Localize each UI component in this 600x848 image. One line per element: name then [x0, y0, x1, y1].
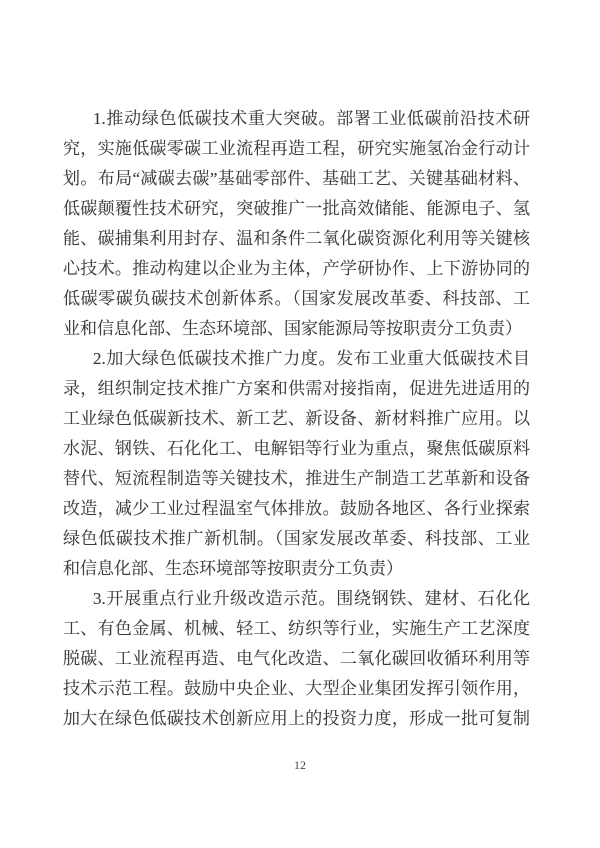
paragraph-3-line-2: 工、有色金属、机械、轻工、纺织等行业，实施生产工艺深度: [63, 619, 530, 638]
paragraph-3-line-3: 脱碳、工业流程再造、电气化改造、二氧化碳回收循环利用等: [63, 649, 530, 668]
paragraph-2-line-5: 替代、短流程制造等关键技术，推进生产制造工艺革新和设备: [63, 469, 530, 488]
paragraph-1-line-6: 心技术。推动构建以企业为主体，产学研协作、上下游协同的: [63, 259, 530, 278]
paragraph-3-line-4: 技术示范工程。鼓励中央企业、大型企业集团发挥引领作用，: [63, 679, 530, 698]
paragraph-2-line-7: 绿色低碳技术推广新机制。（国家发展改革委、科技部、工业: [63, 529, 530, 548]
document-body: [63, 104, 530, 734]
paragraph-3-line-5: 加大在绿色低碳技术创新应用上的投资力度，形成一批可复制: [63, 709, 530, 728]
page-number: 12: [294, 758, 306, 772]
paragraph-2-line-3: 工业绿色低碳新技术、新工艺、新设备、新材料推广应用。以: [63, 409, 530, 428]
paragraph-1-line-8: 业和信息化部、生态环境部、国家能源局等按职责分工负责）: [63, 319, 522, 338]
paragraph-2-line-6: 改造，减少工业过程温室气体排放。鼓励各地区、各行业探索: [63, 499, 530, 518]
paragraph-2-line-1: 2.加大绿色低碳技术推广力度。发布工业重大低碳技术目: [93, 349, 530, 368]
paragraph-1-line-5: 能、碳捕集利用封存、温和条件二氧化碳资源化利用等关键核: [63, 229, 530, 248]
paragraph-1-line-4: 低碳颠覆性技术研究，突破推广一批高效储能、能源电子、氢: [63, 199, 530, 218]
paragraph-1-line-3: 划。布局“减碳去碳”基础零部件、基础工艺、关键基础材料、: [63, 169, 530, 188]
paragraph-2-line-2: 录，组织制定技术推广方案和供需对接指南，促进先进适用的: [63, 379, 530, 398]
paragraph-1-line-1: 1.推动绿色低碳技术重大突破。部署工业低碳前沿技术研: [93, 109, 530, 128]
paragraph-1-line-2: 究，实施低碳零碳工业流程再造工程，研究实施氢冶金行动计: [63, 139, 530, 158]
paragraph-3-line-1: 3.开展重点行业升级改造示范。围绕钢铁、建材、石化化: [93, 589, 530, 608]
paragraph-2-line-8: 和信息化部、生态环境部等按职责分工负责）: [63, 559, 403, 578]
paragraph-2-line-4: 水泥、钢铁、石化化工、电解铝等行业为重点，聚焦低碳原料: [63, 439, 530, 458]
paragraph-1-line-7: 低碳零碳负碳技术创新体系。（国家发展改革委、科技部、工: [63, 289, 530, 308]
